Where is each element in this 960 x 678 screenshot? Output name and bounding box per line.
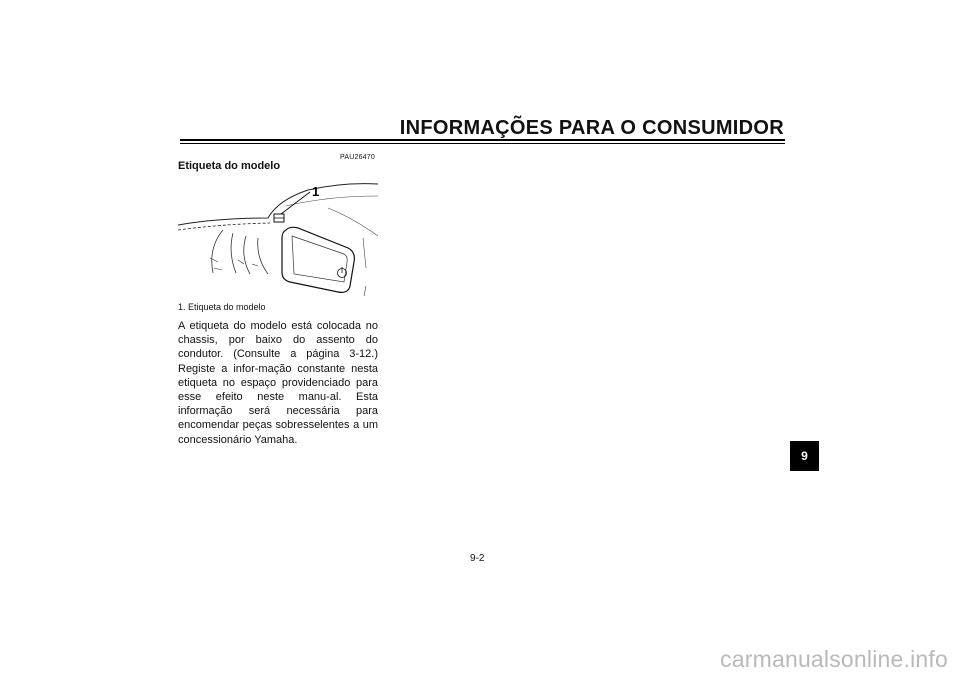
header-rule-thin: [180, 143, 785, 144]
chapter-tab: 9: [790, 441, 819, 471]
figure-callout-number: 1: [312, 184, 320, 199]
figure-caption: 1. Etiqueta do modelo: [178, 302, 266, 312]
page-title: INFORMAÇÕES PARA O CONSUMIDOR: [399, 117, 784, 139]
section-code: PAU26470: [340, 154, 375, 161]
section-title: Etiqueta do modelo: [178, 160, 281, 172]
header-rule: [180, 139, 785, 141]
body-paragraph: A etiqueta do modelo está colocada no chassis, por baixo do assento do condutor. (Consulte a página 3-12.) Registe a infor-mação constante nesta etiqueta no espaço providenciado para esse efeito neste manu-al. Esta informação será necessária para encomendar peças sobresselentes a um concessionário Yamaha.: [178, 320, 378, 446]
model-label-illustration: [178, 178, 378, 300]
page-number: 9-2: [470, 553, 485, 564]
watermark: carmanualsonline.info: [720, 646, 948, 672]
